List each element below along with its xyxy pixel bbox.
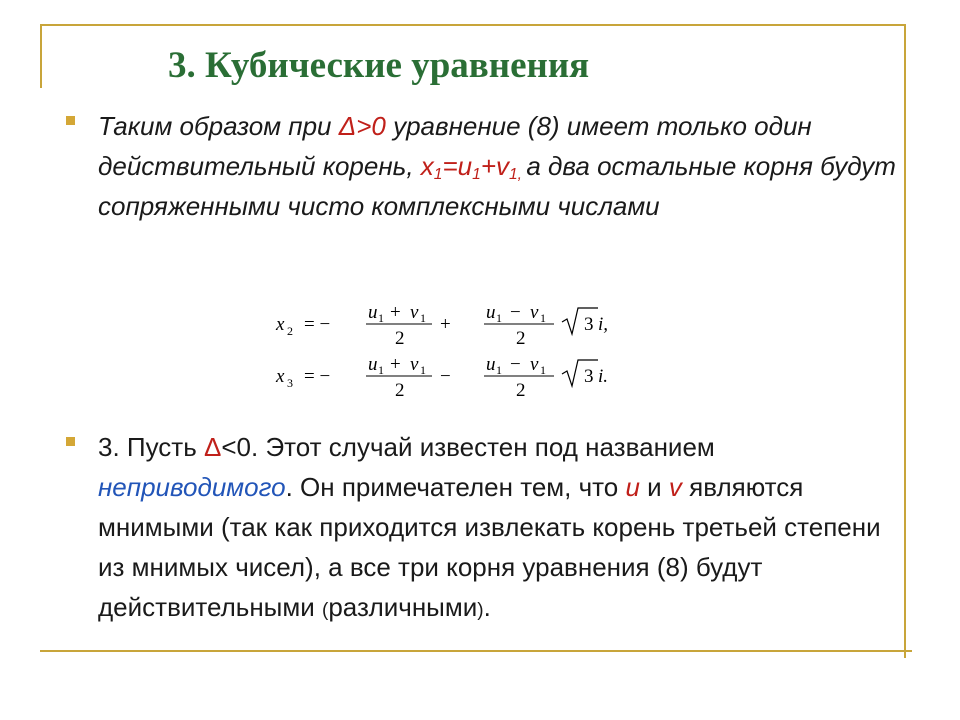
bullet-square-icon (66, 437, 75, 446)
svg-text:= −: = − (304, 314, 331, 335)
frame-left-line (40, 24, 42, 88)
frame-bottom-line (40, 650, 912, 652)
svg-text:3: 3 (287, 376, 293, 390)
svg-text:x: x (276, 366, 285, 387)
svg-text:1: 1 (496, 311, 502, 325)
bullet-square-icon (66, 116, 75, 125)
svg-text:u: u (486, 354, 496, 375)
svg-text:u: u (368, 354, 378, 375)
svg-text:1: 1 (540, 363, 546, 377)
svg-text:u: u (486, 302, 496, 323)
svg-text:−: − (440, 366, 451, 387)
svg-text:v: v (530, 354, 539, 375)
svg-text:= −: = − (304, 366, 331, 387)
svg-text:1: 1 (540, 311, 546, 325)
svg-text:2: 2 (287, 324, 293, 338)
svg-text:+: + (390, 354, 401, 375)
formula-block (272, 294, 692, 404)
svg-text:1: 1 (378, 311, 384, 325)
svg-text:v: v (410, 302, 419, 323)
frame-top-line (40, 24, 904, 26)
svg-text:1: 1 (496, 363, 502, 377)
svg-text:+: + (440, 314, 451, 335)
svg-text:−: − (510, 354, 521, 375)
svg-text:2: 2 (395, 328, 405, 349)
svg-text:1: 1 (420, 311, 426, 325)
svg-text:u: u (368, 302, 378, 323)
svg-text:2: 2 (516, 380, 526, 401)
delta-symbol: Δ (203, 432, 222, 462)
delta-symbol: Δ (338, 111, 357, 141)
svg-text:v: v (530, 302, 539, 323)
svg-text:2: 2 (395, 380, 405, 401)
svg-text:1: 1 (420, 363, 426, 377)
svg-text:3: 3 (584, 366, 594, 387)
frame-right-line (904, 24, 906, 658)
svg-text:v: v (410, 354, 419, 375)
svg-text:2: 2 (516, 328, 526, 349)
svg-text:1: 1 (378, 363, 384, 377)
term-irreducible: неприводимого (98, 472, 286, 502)
paragraph-1: Таким образом при Δ>0 уравнение (8) имеет только один действительный корень, $x_1=u_1+v_{1,}$ а два остальные корня будут сопряженными чисто комплексными числами (98, 111, 896, 221)
formula-x3 (275, 354, 608, 401)
svg-text:i.: i. (598, 366, 609, 387)
svg-text:i,: i, (598, 314, 609, 335)
slide-title: 3. Кубические уравнения (168, 45, 590, 86)
svg-text:−: − (510, 302, 521, 323)
svg-text:x: x (276, 314, 285, 335)
paragraph-2: 3. Пусть Δ<0. Этот случай известен под названием неприводимого. Он примечателен тем, что u и v являются мнимыми (так как приходится извлекать корень третьей степени из мнимых чисел), а все три корня уравнения (8) будут действительными (различными). (98, 432, 881, 622)
svg-text:3: 3 (584, 314, 594, 335)
svg-text:+: + (390, 302, 401, 323)
formula-x2 (275, 302, 608, 349)
